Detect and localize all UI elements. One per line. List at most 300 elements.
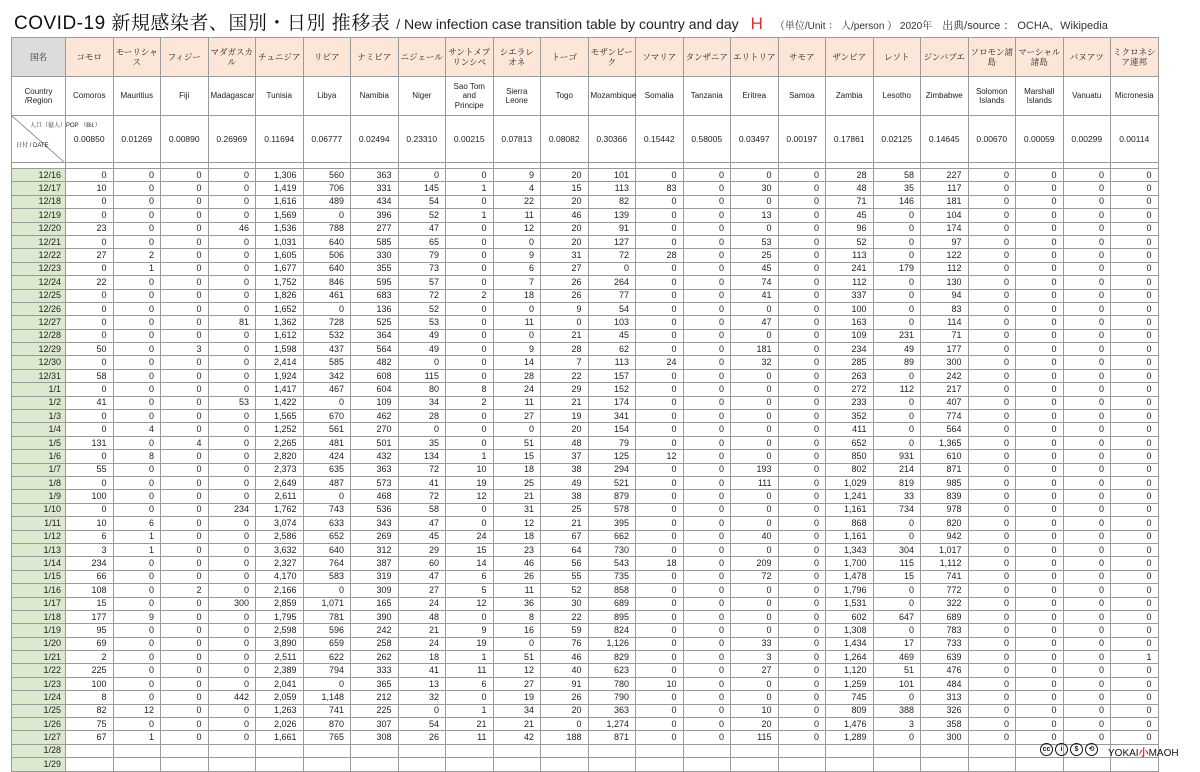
value-cell: 0: [161, 289, 209, 302]
value-cell: 0: [113, 570, 161, 583]
value-cell: 24: [446, 530, 494, 543]
sa-icon: ⟲: [1085, 743, 1098, 756]
value-cell: 0: [1063, 276, 1111, 289]
value-cell: 0: [1063, 463, 1111, 476]
value-cell: 0: [113, 383, 161, 396]
value-cell: 0: [1111, 704, 1159, 717]
value-cell: 0: [636, 329, 684, 342]
value-cell: 0: [731, 490, 779, 503]
value-cell: 0: [208, 262, 256, 275]
value-cell: 809: [826, 704, 874, 717]
value-cell: 1,417: [256, 383, 304, 396]
population-cell: 0.11694: [256, 116, 304, 163]
sheet-letter: H: [750, 14, 763, 33]
value-cell: 1: [113, 262, 161, 275]
value-cell: 0: [683, 289, 731, 302]
value-cell: 1,677: [256, 262, 304, 275]
value-cell: 0: [1016, 530, 1064, 543]
value-cell: 543: [588, 557, 636, 570]
value-cell: 0: [208, 731, 256, 744]
value-cell: 81: [208, 316, 256, 329]
value-cell: 8: [66, 691, 114, 704]
brand-logo: YOKAI小MAOH: [1108, 748, 1179, 759]
page-header: [14, 8, 1190, 36]
value-cell: 82: [588, 195, 636, 208]
country-jp-cell: エリトリア: [731, 38, 779, 77]
country-jp-row: [12, 38, 1159, 77]
value-cell: 0: [66, 476, 114, 489]
value-cell: 100: [66, 490, 114, 503]
value-cell: 0: [968, 302, 1016, 315]
value-cell: 0: [968, 410, 1016, 423]
value-cell: 895: [588, 610, 636, 623]
value-cell: 0: [208, 436, 256, 449]
value-cell: 0: [968, 289, 1016, 302]
value-cell: 0: [778, 302, 826, 315]
value-cell: 0: [778, 356, 826, 369]
value-cell: 3: [161, 343, 209, 356]
value-cell: 1,536: [256, 222, 304, 235]
value-cell: 337: [826, 289, 874, 302]
value-cell: 2: [446, 396, 494, 409]
value-cell: 0: [1016, 316, 1064, 329]
value-cell: 0: [1063, 651, 1111, 664]
value-cell: 10: [66, 517, 114, 530]
value-cell: 623: [588, 664, 636, 677]
value-cell: 0: [636, 704, 684, 717]
date-cell: 1/9: [12, 490, 66, 503]
value-cell: 0: [968, 195, 1016, 208]
value-cell: 0: [683, 731, 731, 744]
value-cell: 152: [588, 383, 636, 396]
value-cell: 0: [683, 704, 731, 717]
value-cell: 635: [303, 463, 351, 476]
table-row: [12, 543, 1159, 556]
value-cell: 0: [493, 423, 541, 436]
value-cell: 0: [1111, 410, 1159, 423]
value-cell: 0: [208, 476, 256, 489]
value-cell: 1,826: [256, 289, 304, 302]
source-label: 出典/source ： OCHA、Wikipedia: [942, 20, 1108, 32]
value-cell: 41: [66, 396, 114, 409]
value-cell: 2: [113, 249, 161, 262]
value-cell: 0: [683, 691, 731, 704]
value-cell: 395: [588, 517, 636, 530]
value-cell: 76: [541, 637, 589, 650]
table-row: [12, 517, 1159, 530]
value-cell: 560: [303, 169, 351, 182]
value-cell: 0: [446, 691, 494, 704]
value-cell: 174: [588, 396, 636, 409]
value-cell: [778, 744, 826, 757]
value-cell: 0: [1016, 169, 1064, 182]
value-cell: 212: [351, 691, 399, 704]
value-cell: 0: [161, 637, 209, 650]
value-cell: 309: [351, 584, 399, 597]
value-cell: 794: [303, 664, 351, 677]
value-cell: 2,511: [256, 651, 304, 664]
population-cell: 0.03497: [731, 116, 779, 163]
value-cell: 0: [1111, 195, 1159, 208]
value-cell: 0: [1016, 182, 1064, 195]
value-cell: 0: [731, 677, 779, 690]
value-cell: 58: [66, 369, 114, 382]
value-cell: [636, 758, 684, 771]
value-cell: 0: [778, 329, 826, 342]
value-cell: 0: [636, 517, 684, 530]
value-cell: 0: [113, 651, 161, 664]
value-cell: 0: [968, 463, 1016, 476]
value-cell: 0: [1063, 450, 1111, 463]
table-row: [12, 276, 1159, 289]
value-cell: [446, 744, 494, 757]
value-cell: 0: [1063, 503, 1111, 516]
value-cell: 330: [351, 249, 399, 262]
country-en-cell: Tanzania: [683, 77, 731, 116]
value-cell: 326: [921, 704, 969, 717]
value-cell: 0: [161, 235, 209, 248]
country-jp-cell: タンザニア: [683, 38, 731, 77]
country-jp-cell: マダガスカル: [208, 38, 256, 77]
value-cell: 0: [208, 195, 256, 208]
population-cell: 0.07813: [493, 116, 541, 163]
value-cell: 4,170: [256, 570, 304, 583]
page-title: COVID-19 新規感染者、国別・日別 推移表: [14, 13, 391, 34]
country-en-cell: Sao Tom and Principe: [446, 77, 494, 116]
value-cell: 1,476: [826, 718, 874, 731]
page-subtitle: / New infection case transition table by country and day: [396, 16, 739, 32]
value-cell: 1,241: [826, 490, 874, 503]
value-cell: 0: [683, 517, 731, 530]
value-cell: [731, 744, 779, 757]
value-cell: 0: [778, 503, 826, 516]
value-cell: 1,029: [826, 476, 874, 489]
value-cell: 28: [636, 249, 684, 262]
value-cell: 0: [208, 329, 256, 342]
value-cell: 0: [968, 276, 1016, 289]
value-cell: 0: [446, 262, 494, 275]
value-cell: 0: [1111, 235, 1159, 248]
value-cell: 0: [161, 316, 209, 329]
value-cell: 1: [446, 182, 494, 195]
value-cell: 0: [968, 624, 1016, 637]
value-cell: 23: [66, 222, 114, 235]
value-cell: 0: [873, 276, 921, 289]
value-cell: 217: [921, 383, 969, 396]
value-cell: 0: [731, 222, 779, 235]
value-cell: 0: [968, 316, 1016, 329]
value-cell: 234: [826, 343, 874, 356]
country-en-cell: Namibia: [351, 77, 399, 116]
country-jp-cell: コモロ: [66, 38, 114, 77]
jp-label-cell: 国名: [12, 38, 66, 77]
value-cell: 0: [778, 543, 826, 556]
value-cell: 0: [446, 356, 494, 369]
value-cell: 0: [113, 637, 161, 650]
value-cell: 0: [873, 316, 921, 329]
population-cell: 0.58005: [683, 116, 731, 163]
value-cell: 0: [1063, 316, 1111, 329]
table-row: [12, 222, 1159, 235]
table-row: [12, 651, 1159, 664]
value-cell: 258: [351, 637, 399, 650]
value-cell: 0: [683, 530, 731, 543]
value-cell: 741: [303, 704, 351, 717]
value-cell: 0: [636, 369, 684, 382]
value-cell: 0: [161, 731, 209, 744]
value-cell: 331: [351, 182, 399, 195]
value-cell: 0: [683, 383, 731, 396]
value-cell: 20: [541, 704, 589, 717]
table-row: [12, 410, 1159, 423]
value-cell: 1,120: [826, 664, 874, 677]
value-cell: 0: [1063, 530, 1111, 543]
value-cell: 0: [161, 718, 209, 731]
value-cell: 0: [161, 450, 209, 463]
value-cell: 0: [1111, 503, 1159, 516]
value-cell: 0: [636, 503, 684, 516]
value-cell: [446, 758, 494, 771]
value-cell: 0: [1016, 557, 1064, 570]
value-cell: 0: [446, 369, 494, 382]
country-en-cell: Mozambique: [588, 77, 636, 116]
value-cell: 0: [683, 356, 731, 369]
value-cell: 585: [351, 235, 399, 248]
value-cell: 0: [1063, 289, 1111, 302]
value-cell: 0: [1063, 610, 1111, 623]
value-cell: 839: [921, 490, 969, 503]
table-row: [12, 597, 1159, 610]
country-en-cell: Togo: [541, 77, 589, 116]
value-cell: 67: [66, 731, 114, 744]
value-cell: 0: [636, 316, 684, 329]
population-cell: 0.30366: [588, 116, 636, 163]
population-cell: 0.08082: [541, 116, 589, 163]
value-cell: 1,795: [256, 610, 304, 623]
value-cell: 0: [161, 476, 209, 489]
value-cell: 0: [113, 276, 161, 289]
value-cell: 0: [113, 677, 161, 690]
value-cell: 0: [161, 677, 209, 690]
value-cell: 0: [636, 637, 684, 650]
value-cell: 0: [1111, 597, 1159, 610]
value-cell: 0: [731, 369, 779, 382]
value-cell: 0: [208, 423, 256, 436]
value-cell: 0: [683, 169, 731, 182]
value-cell: 2,598: [256, 624, 304, 637]
country-en-cell: Eritrea: [731, 77, 779, 116]
value-cell: 561: [303, 423, 351, 436]
table-row: [12, 758, 1159, 771]
value-cell: 1,434: [826, 637, 874, 650]
value-cell: 0: [446, 302, 494, 315]
value-cell: 0: [161, 410, 209, 423]
value-cell: 0: [208, 517, 256, 530]
value-cell: 0: [636, 383, 684, 396]
value-cell: 1: [446, 209, 494, 222]
value-cell: 745: [826, 691, 874, 704]
date-cell: 1/29: [12, 758, 66, 771]
value-cell: 0: [873, 691, 921, 704]
value-cell: 0: [208, 369, 256, 382]
value-cell: 7: [541, 356, 589, 369]
value-cell: 12: [493, 664, 541, 677]
value-cell: 0: [968, 423, 1016, 436]
value-cell: 0: [778, 209, 826, 222]
value-cell: [303, 758, 351, 771]
date-cell: 1/25: [12, 704, 66, 717]
value-cell: 1,263: [256, 704, 304, 717]
date-cell: 1/5: [12, 436, 66, 449]
value-cell: 0: [1111, 490, 1159, 503]
population-row: [12, 116, 1159, 163]
value-cell: 0: [873, 410, 921, 423]
value-cell: 0: [873, 222, 921, 235]
value-cell: 11: [493, 316, 541, 329]
value-cell: 49: [398, 343, 446, 356]
value-cell: 157: [588, 369, 636, 382]
value-cell: 764: [303, 557, 351, 570]
value-cell: [683, 744, 731, 757]
value-cell: 482: [351, 356, 399, 369]
value-cell: [968, 744, 1016, 757]
value-cell: 0: [968, 664, 1016, 677]
value-cell: 38: [541, 463, 589, 476]
value-cell: [208, 744, 256, 757]
value-cell: 0: [113, 584, 161, 597]
value-cell: [66, 744, 114, 757]
value-cell: 652: [303, 530, 351, 543]
value-cell: 2,389: [256, 664, 304, 677]
value-cell: 21: [398, 624, 446, 637]
value-cell: 0: [446, 195, 494, 208]
value-cell: 728: [303, 316, 351, 329]
value-cell: 868: [826, 517, 874, 530]
value-cell: 7: [493, 276, 541, 289]
value-cell: 0: [968, 543, 1016, 556]
value-cell: 0: [968, 651, 1016, 664]
value-cell: 0: [778, 436, 826, 449]
table-row: [12, 610, 1159, 623]
value-cell: 0: [1063, 383, 1111, 396]
value-cell: 0: [683, 624, 731, 637]
value-cell: [921, 744, 969, 757]
table-row: [12, 503, 1159, 516]
value-cell: 0: [113, 369, 161, 382]
value-cell: 0: [66, 169, 114, 182]
value-cell: 12: [493, 517, 541, 530]
value-cell: 0: [873, 369, 921, 382]
value-cell: 689: [588, 597, 636, 610]
date-cell: 1/17: [12, 597, 66, 610]
value-cell: 272: [826, 383, 874, 396]
value-cell: 2: [446, 289, 494, 302]
value-cell: 300: [921, 731, 969, 744]
value-cell: 0: [636, 651, 684, 664]
value-cell: 0: [113, 396, 161, 409]
value-cell: 781: [303, 610, 351, 623]
date-cell: 1/19: [12, 624, 66, 637]
value-cell: 2,059: [256, 691, 304, 704]
value-cell: 0: [1063, 624, 1111, 637]
value-cell: 30: [731, 182, 779, 195]
value-cell: 341: [588, 410, 636, 423]
value-cell: 0: [303, 490, 351, 503]
value-cell: 0: [778, 450, 826, 463]
table-row: [12, 570, 1159, 583]
country-en-cell: Lesotho: [873, 77, 921, 116]
country-en-cell: Samoa: [778, 77, 826, 116]
value-cell: 53: [208, 396, 256, 409]
value-cell: 97: [921, 235, 969, 248]
country-jp-cell: レソト: [873, 38, 921, 77]
value-cell: 264: [588, 276, 636, 289]
population-cell: 0.00670: [968, 116, 1016, 163]
value-cell: 765: [303, 731, 351, 744]
value-cell: 525: [351, 316, 399, 329]
country-jp-cell: トーゴ: [541, 38, 589, 77]
value-cell: 0: [208, 343, 256, 356]
value-cell: 0: [1063, 691, 1111, 704]
value-cell: 0: [1063, 664, 1111, 677]
value-cell: 734: [873, 503, 921, 516]
value-cell: 1,252: [256, 423, 304, 436]
value-cell: 27: [541, 262, 589, 275]
value-cell: 0: [113, 718, 161, 731]
value-cell: 17: [873, 637, 921, 650]
value-cell: [208, 758, 256, 771]
population-cell: 0.00850: [66, 116, 114, 163]
value-cell: 0: [636, 691, 684, 704]
value-cell: 234: [208, 503, 256, 516]
value-cell: 467: [303, 383, 351, 396]
value-cell: 476: [921, 664, 969, 677]
date-cell: 1/15: [12, 570, 66, 583]
value-cell: 0: [161, 423, 209, 436]
value-cell: 214: [873, 463, 921, 476]
value-cell: 0: [1063, 718, 1111, 731]
value-cell: 0: [1111, 463, 1159, 476]
value-cell: 2,820: [256, 450, 304, 463]
value-cell: 0: [113, 597, 161, 610]
value-cell: 0: [66, 450, 114, 463]
value-cell: 0: [873, 530, 921, 543]
value-cell: 0: [1063, 637, 1111, 650]
value-cell: 1,343: [826, 543, 874, 556]
value-cell: 20: [541, 222, 589, 235]
value-cell: 319: [351, 570, 399, 583]
value-cell: 0: [873, 624, 921, 637]
value-cell: 56: [541, 557, 589, 570]
value-cell: 0: [968, 383, 1016, 396]
value-cell: 34: [493, 704, 541, 717]
value-cell: 0: [1111, 222, 1159, 235]
value-cell: 131: [66, 436, 114, 449]
value-cell: 25: [731, 249, 779, 262]
country-jp-cell: リビア: [303, 38, 351, 77]
value-cell: 35: [873, 182, 921, 195]
value-cell: 0: [1063, 557, 1111, 570]
value-cell: 0: [1016, 490, 1064, 503]
value-cell: 0: [778, 530, 826, 543]
value-cell: 0: [636, 423, 684, 436]
value-cell: 15: [541, 182, 589, 195]
value-cell: 0: [778, 249, 826, 262]
value-cell: 0: [636, 276, 684, 289]
value-cell: 0: [683, 450, 731, 463]
value-cell: 0: [683, 677, 731, 690]
en-label-cell: Country /Region: [12, 77, 66, 116]
